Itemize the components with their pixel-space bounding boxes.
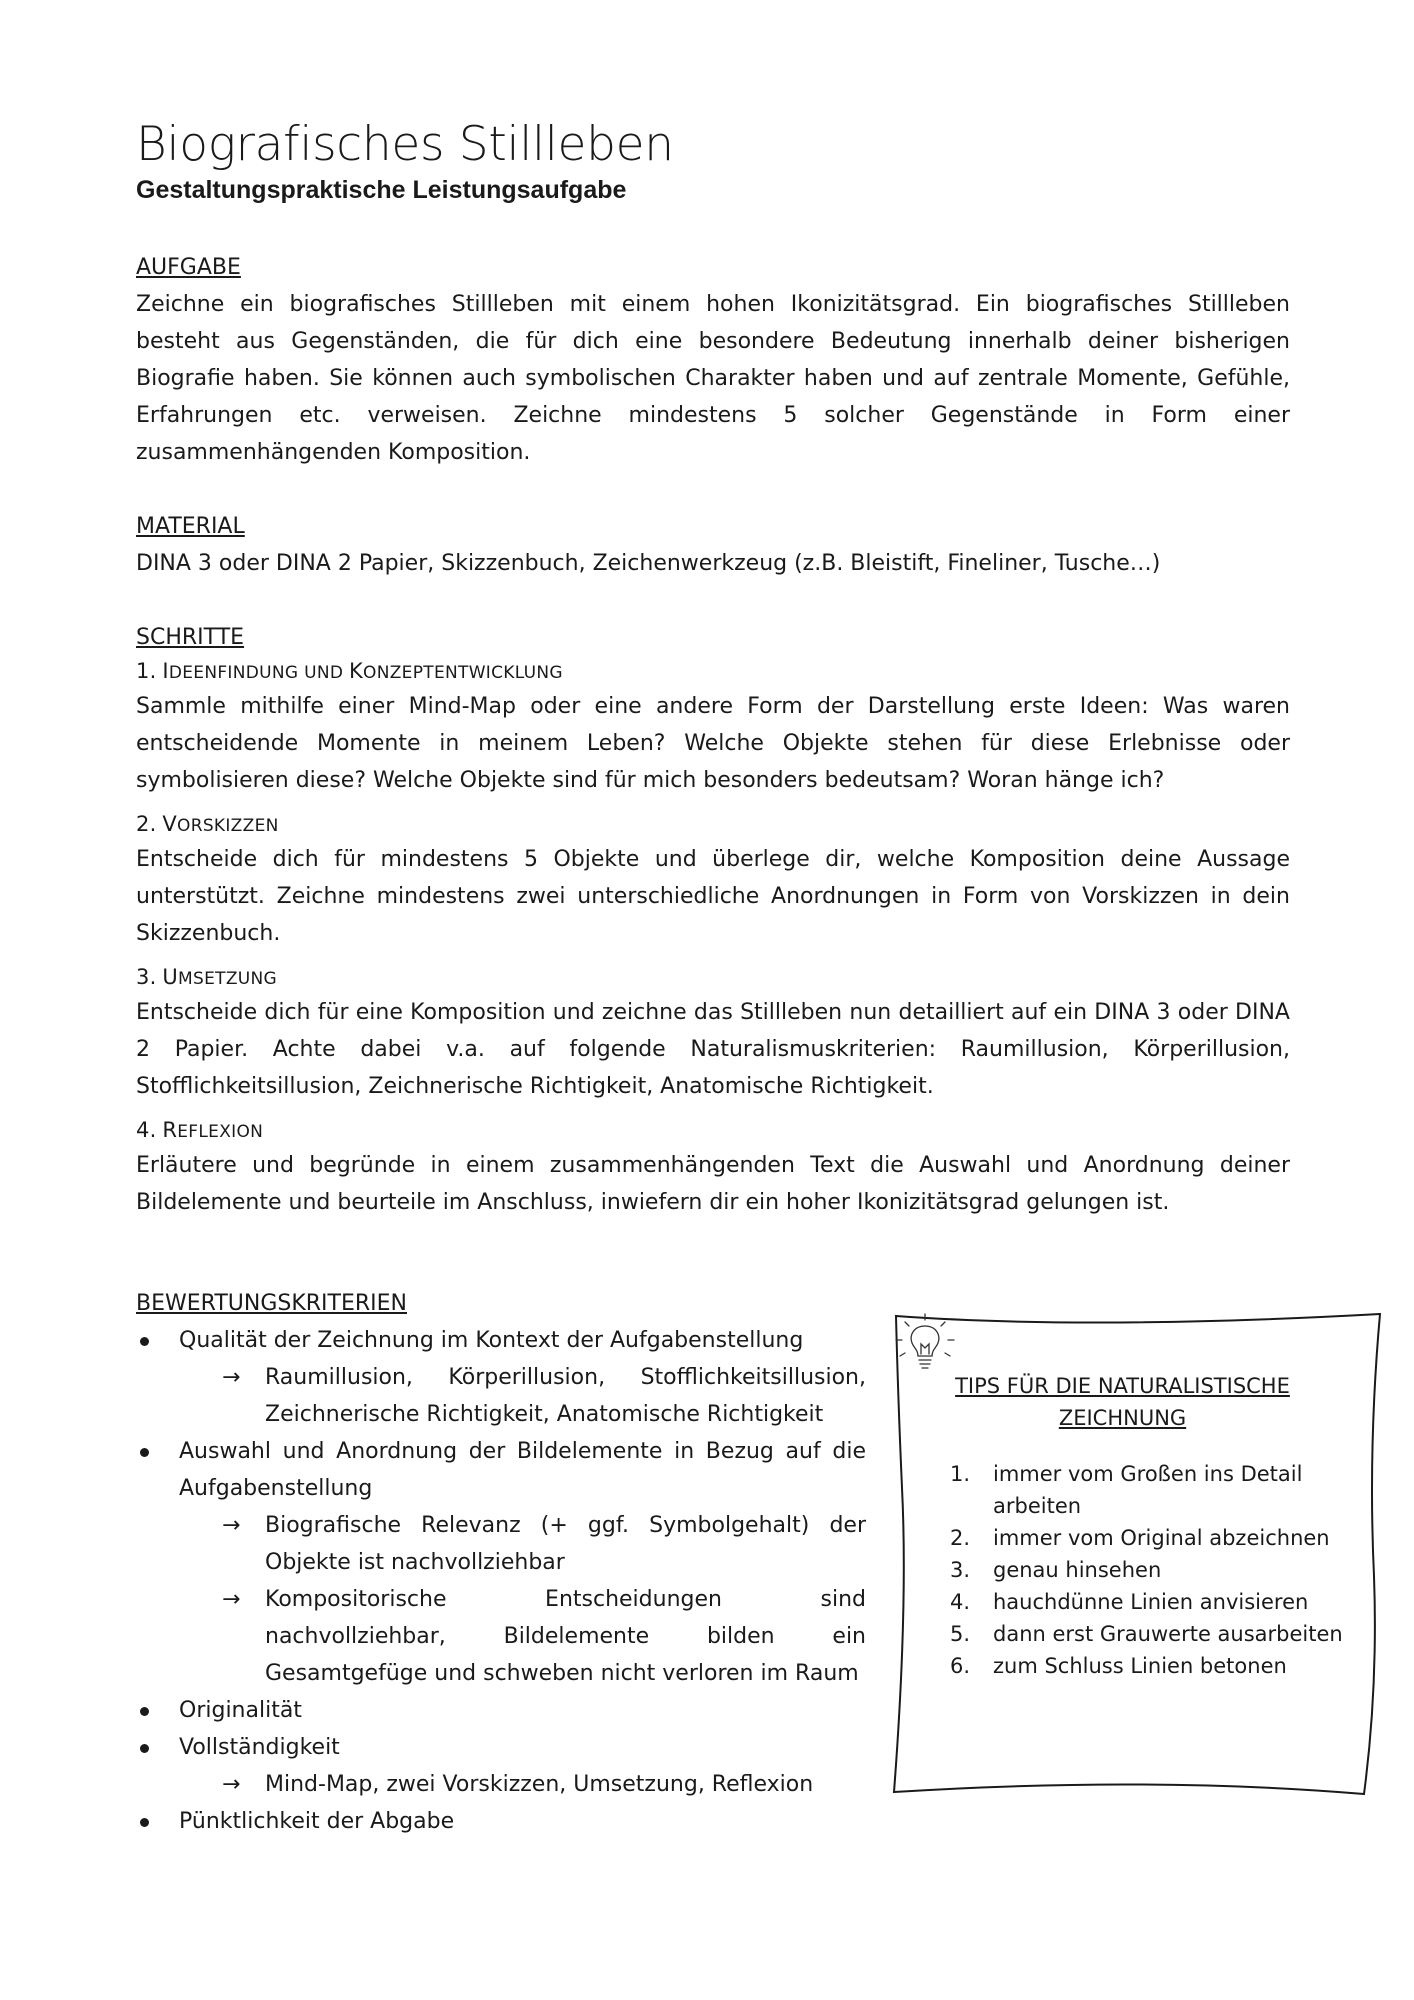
- section-heading-aufgabe: AUFGABE: [136, 255, 241, 281]
- step-text: Entscheide dich für eine Komposition und zeichne das Stillleben nun detailliert auf ein DINA 3 oder DINA 2 Papier. Achte dabei v.a. auf folgende Naturalismuskriterien: Raumillusion, Körperillusion, Stofflichkeitsillusion, Zeichnerische Richtigkeit, Anatomische Richtigkeit.: [136, 1000, 1290, 1100]
- step-title-rest: MSETZUNG: [178, 969, 277, 990]
- criteria-item: [136, 1692, 866, 1729]
- arrow-icon: →: [222, 1587, 241, 1613]
- criteria-sublist: [179, 1766, 866, 1803]
- step-title-rest: EFLEXION: [177, 1122, 264, 1143]
- criteria-sublist: [179, 1507, 866, 1692]
- step-number: 2.: [136, 812, 157, 837]
- tips-list: [950, 1458, 1350, 1682]
- step-text: Entscheide dich für mindestens 5 Objekte und überlege dir, welche Komposition deine Aussage unterstützt. Zeichne mindestens zwei unterschiedliche Anordnungen in Form von Vorskizzen in dein Skizzenbuch.: [136, 847, 1290, 947]
- step-number: 1.: [136, 659, 157, 684]
- criteria-text: Qualität der Zeichnung im Kontext der Aufgabenstellung: [179, 1328, 804, 1354]
- section-heading-schritte: SCHRITTE: [136, 625, 245, 651]
- section-heading-bewertung: BEWERTUNGSKRITERIEN: [136, 1291, 408, 1317]
- step-title: [136, 962, 1290, 994]
- criteria-subitem: [179, 1766, 866, 1803]
- tip-text: immer vom Original abzeichnen: [993, 1526, 1330, 1550]
- step-initial: U: [162, 965, 179, 990]
- tip-number: 6.: [950, 1654, 971, 1678]
- bullet-icon: [140, 1448, 149, 1457]
- lightbulb-icon: [890, 1308, 960, 1378]
- criteria-list: [136, 1322, 866, 1840]
- step-item: [136, 1115, 1290, 1221]
- tips-title: TIPS FÜR DIE NATURALISTISCHE ZEICHNUNG: [955, 1374, 1290, 1430]
- step-title: [136, 656, 1290, 688]
- steps-list: [136, 656, 1290, 1221]
- step-initial: K: [348, 659, 364, 684]
- criteria-subitem: [179, 1507, 866, 1581]
- step-title-rest: DEENFINDUNG UND: [168, 663, 349, 684]
- step-text: Sammle mithilfe einer Mind-Map oder eine andere Form der Darstellung erste Ideen: Was waren entscheidende Momente in meinem Leben? Welche Objekte stehen für diese Erlebnisse oder symbolisieren diese? Welche Objekte sind für mich besonders bedeutsam? Woran hänge ich?: [136, 694, 1290, 794]
- tip-number: 3.: [950, 1558, 971, 1582]
- step-title: [136, 809, 1290, 841]
- tip-number: 2.: [950, 1526, 971, 1550]
- tips-box: [890, 1308, 1390, 1798]
- bullet-icon: [140, 1337, 149, 1346]
- criteria-text: Originalität: [179, 1698, 302, 1724]
- tip-item: [950, 1650, 1350, 1682]
- bullet-icon: [140, 1744, 149, 1753]
- arrow-icon: →: [222, 1365, 241, 1391]
- criteria-subitem-text: Raumillusion, Körperillusion, Stofflichkeitsillusion, Zeichnerische Richtigkeit, Anatomische Richtigkeit: [265, 1365, 866, 1428]
- criteria-subitem-text: Kompositorische Entscheidungen sind nachvollziehbar, Bildelemente bilden ein Gesamtgefüge und schweben nicht verloren im Raum: [265, 1587, 866, 1687]
- tip-item: [950, 1618, 1350, 1650]
- tip-item: [950, 1458, 1350, 1522]
- arrow-icon: →: [222, 1772, 241, 1798]
- tip-number: 4.: [950, 1590, 971, 1614]
- criteria-text: Vollständigkeit: [179, 1735, 340, 1761]
- tip-number: 1.: [950, 1462, 971, 1486]
- criteria-subitem: [179, 1359, 866, 1433]
- tip-item: [950, 1586, 1350, 1618]
- step-initial: R: [162, 1118, 178, 1143]
- criteria-subitem-text: Biografische Relevanz (+ ggf. Symbolgehalt) der Objekte ist nachvollziehbar: [265, 1513, 866, 1576]
- tip-text: zum Schluss Linien betonen: [993, 1654, 1287, 1678]
- criteria-subitem-text: Mind-Map, zwei Vorskizzen, Umsetzung, Reflexion: [265, 1772, 814, 1798]
- criteria-item: [136, 1803, 866, 1840]
- aufgabe-text: Zeichne ein biografisches Stillleben mit einem hohen Ikonizitätsgrad. Ein biografisches Stillleben besteht aus Gegenständen, die für dich eine besondere Bedeutung innerhalb deiner bisherigen Biografie haben. Sie können auch symbolischen Charakter haben und auf zentrale Momente, Gefühle, Erfahrungen etc. verweisen. Zeichne mindestens 5 solcher Gegenstände in Form einer zusammenhängenden Komposition.: [136, 292, 1290, 466]
- tip-text: immer vom Großen ins Detail arbeiten: [993, 1462, 1303, 1518]
- criteria-text: Auswahl und Anordnung der Bildelemente in Bezug auf die Aufgabenstellung: [179, 1439, 866, 1502]
- page-subtitle: Gestaltungspraktische Leistungsaufgabe: [136, 176, 627, 205]
- criteria-item: [136, 1729, 866, 1803]
- arrow-icon: →: [222, 1513, 241, 1539]
- material-text: DINA 3 oder DINA 2 Papier, Skizzenbuch, Zeichenwerkzeug (z.B. Bleistift, Fineliner, Tusche…): [136, 551, 1161, 577]
- criteria-sublist: [179, 1359, 866, 1433]
- criteria-text: Pünktlichkeit der Abgabe: [179, 1809, 455, 1835]
- step-item: [136, 809, 1290, 952]
- bullet-icon: [140, 1818, 149, 1827]
- criteria-item: [136, 1322, 866, 1433]
- step-item: [136, 962, 1290, 1105]
- page-title: Biografisches Stillleben: [136, 117, 674, 172]
- tip-text: dann erst Grauwerte ausarbeiten: [993, 1622, 1343, 1646]
- step-number: 4.: [136, 1118, 157, 1143]
- tip-item: [950, 1522, 1350, 1554]
- step-title-rest: ONZEPTENTWICKLUNG: [363, 663, 563, 684]
- section-heading-material: MATERIAL: [136, 514, 245, 540]
- tip-text: genau hinsehen: [993, 1558, 1162, 1582]
- criteria-item: [136, 1433, 866, 1692]
- step-title-rest: ORSKIZZEN: [177, 816, 279, 837]
- criteria-subitem: [179, 1581, 866, 1692]
- tip-text: hauchdünne Linien anvisieren: [993, 1590, 1309, 1614]
- step-text: Erläutere und begründe in einem zusammenhängenden Text die Auswahl und Anordnung deiner Bildelemente und beurteile im Anschluss, inwiefern dir ein hoher Ikonizitätsgrad gelungen ist.: [136, 1153, 1290, 1216]
- step-initial: V: [162, 812, 178, 837]
- tip-item: [950, 1554, 1350, 1586]
- tip-number: 5.: [950, 1622, 971, 1646]
- step-item: [136, 656, 1290, 799]
- step-title: [136, 1115, 1290, 1147]
- bullet-icon: [140, 1707, 149, 1716]
- step-number: 3.: [136, 965, 157, 990]
- step-initial: I: [162, 659, 169, 684]
